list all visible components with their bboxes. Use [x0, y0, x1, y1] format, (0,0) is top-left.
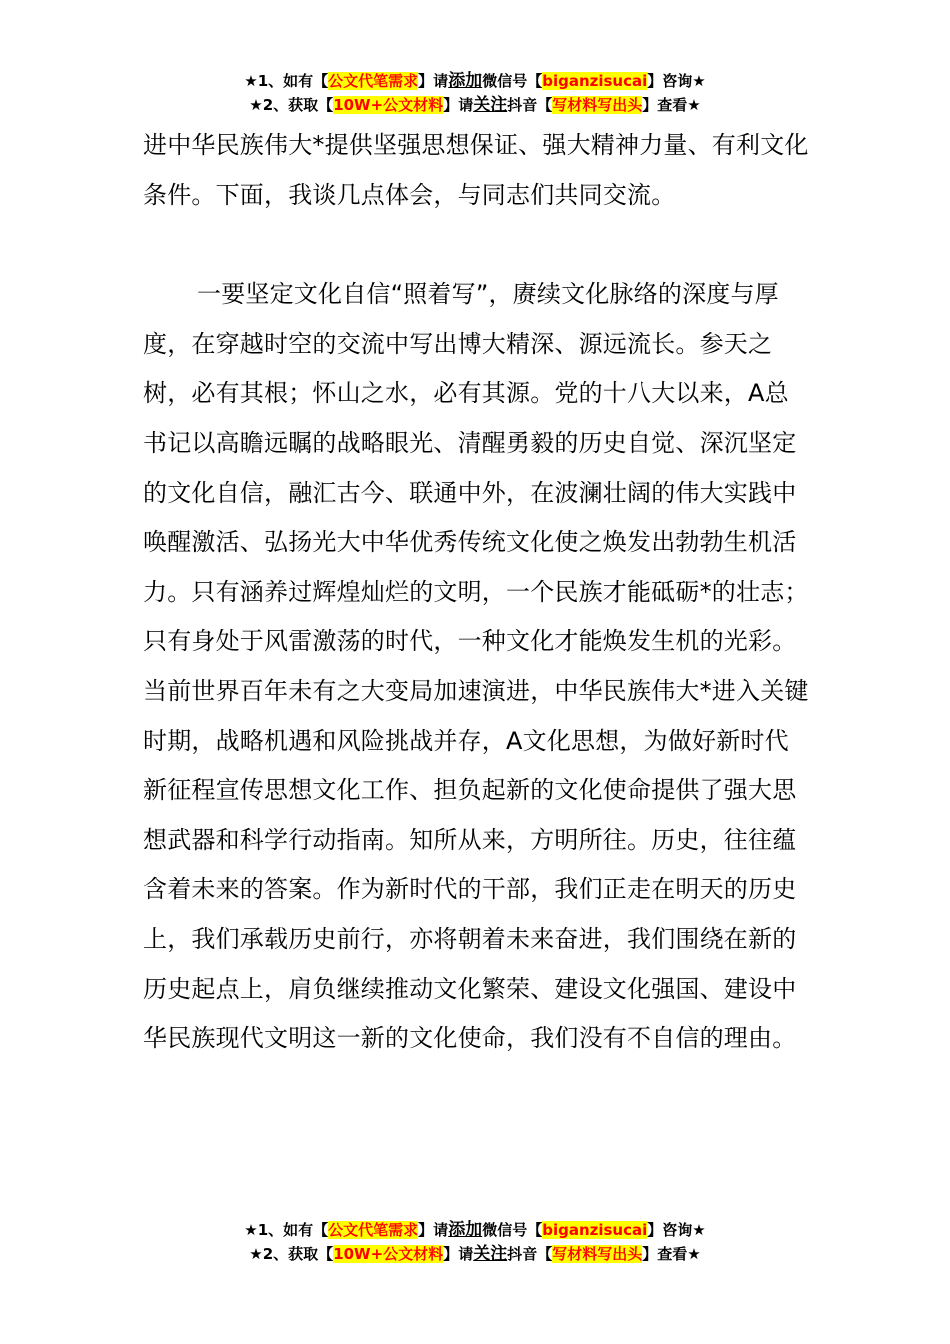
banner-line-2 [0, 93, 950, 117]
banner-emphasis: 添加 [448, 1220, 483, 1240]
document-body [143, 121, 809, 1064]
banner-text: ★2、获取【 [249, 1245, 334, 1263]
banner-highlight: 写材料写出头 [552, 96, 643, 114]
banner-text: ★1、如有【 [244, 72, 329, 90]
banner-text: 】请 [418, 1221, 449, 1239]
banner-line-1 [0, 1218, 950, 1242]
banner-text: ★2、获取【 [249, 96, 334, 114]
footer-banner [0, 1218, 950, 1266]
banner-emphasis: 关注 [473, 1244, 508, 1264]
banner-text: 抖音【 [507, 96, 553, 114]
banner-emphasis: 添加 [448, 71, 483, 91]
header-banner [0, 69, 950, 117]
banner-text: 】请 [443, 1245, 474, 1263]
banner-text: 微信号【 [482, 1221, 543, 1239]
banner-highlight: biganzisucai [542, 72, 648, 90]
banner-text: ★1、如有【 [244, 1221, 329, 1239]
banner-line-1 [0, 69, 950, 93]
banner-highlight: 公文代笔需求 [328, 1221, 419, 1239]
paragraph-2: 一要坚定文化自信“照着写”，赓续文化脉络的深度与厚度，在穿越时空的交流中写出博大精深、源远流长。参天之树，必有其根；怀山之水，必有其源。党的十八大以来，A总书记以高瞻远瞩的战略眼光、清醒勇毅的历史自觉、深沉坚定的文化自信，融汇古今、联通中外，在波澜壮阔的伟大实践中唤醒激活、弘扬光大中华优秀传统文化使之焕发出勃勃生机活力。只有涵养过辉煌灿烂的文明，一个民族才能砥砺*的壮志；只有身处于风雷激荡的时代，一种文化才能焕发生机的光彩。当前世界百年未有之大变局加速演进，中华民族伟大*进入关键时期，战略机遇和风险挑战并存，A文化思想，为做好新时代新征程宣传思想文化工作、担负起新的文化使命提供了强大思想武器和科学行动指南。知所从来，方明所往。历史，往往蕴含着未来的答案。作为新时代的干部，我们正走在明天的历史上，我们承载历史前行，亦将朝着未来奋进，我们围绕在新的历史起点上，肩负继续推动文化繁荣、建设文化强国、建设中华民族现代文明这一新的文化使命，我们没有不自信的理由。 [143, 280, 809, 1053]
paragraph-1: 进中华民族伟大*提供坚强思想保证、强大精神力量、有利文化条件。下面，我谈几点体会，与同志们共同交流。 [143, 131, 809, 209]
banner-emphasis: 关注 [473, 95, 508, 115]
banner-highlight: biganzisucai [542, 1221, 648, 1239]
banner-text: 微信号【 [482, 72, 543, 90]
banner-text: 】请 [443, 96, 474, 114]
banner-text: 】请 [418, 72, 449, 90]
banner-text: 】查看★ [642, 96, 701, 114]
banner-highlight: 10W+公文材料 [333, 1245, 444, 1263]
banner-highlight: 10W+公文材料 [333, 96, 444, 114]
banner-text: 】查看★ [642, 1245, 701, 1263]
paragraph-spacer [143, 220, 809, 270]
banner-highlight: 公文代笔需求 [328, 72, 419, 90]
banner-text: 抖音【 [507, 1245, 553, 1263]
banner-line-2 [0, 1242, 950, 1266]
banner-text: 】咨询★ [647, 1221, 706, 1239]
banner-text: 】咨询★ [647, 72, 706, 90]
banner-highlight: 写材料写出头 [552, 1245, 643, 1263]
